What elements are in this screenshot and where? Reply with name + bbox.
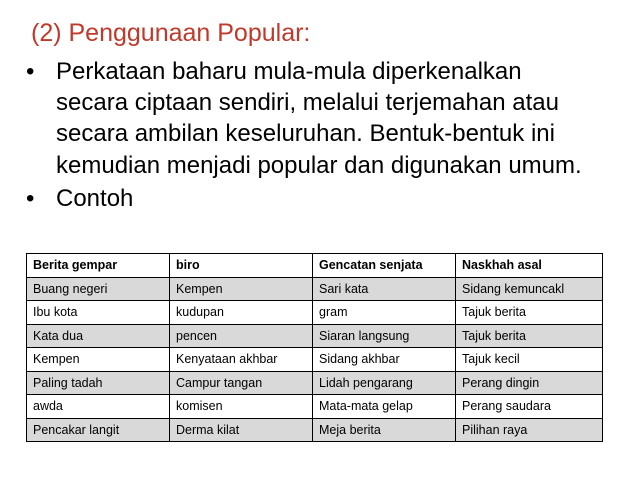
table-cell: Perang dingin — [456, 371, 603, 395]
table-cell: komisen — [170, 395, 313, 419]
table-cell: Pencakar langit — [27, 418, 170, 442]
table-cell: Kempen — [27, 348, 170, 372]
table-cell: Paling tadah — [27, 371, 170, 395]
table-header-row — [27, 254, 603, 278]
table-header-cell: Berita gempar — [27, 254, 170, 278]
table-cell: awda — [27, 395, 170, 419]
table-row — [27, 418, 603, 442]
table-cell: Buang negeri — [27, 277, 170, 301]
slide-heading: (2) Penggunaan Popular: — [31, 19, 311, 47]
table-cell: Pilihan raya — [456, 418, 603, 442]
bullet-marker: • — [26, 184, 35, 212]
table-cell: gram — [313, 301, 456, 325]
example-words-table — [26, 253, 603, 442]
table-cell: Tajuk kecil — [456, 348, 603, 372]
bullet-item-description — [23, 56, 613, 181]
table-row — [27, 324, 603, 348]
table-cell: Campur tangan — [170, 371, 313, 395]
bullet-list — [23, 56, 613, 214]
table-header-cell: biro — [170, 254, 313, 278]
table-row — [27, 301, 603, 325]
table-cell: Meja berita — [313, 418, 456, 442]
table-cell: pencen — [170, 324, 313, 348]
bullet-text: Contoh — [56, 184, 134, 212]
table-row — [27, 395, 603, 419]
table-header-cell: Naskhah asal — [456, 254, 603, 278]
table-cell: Sidang kemuncakl — [456, 277, 603, 301]
table-cell: Kenyataan akhbar — [170, 348, 313, 372]
table-cell: Tajuk berita — [456, 301, 603, 325]
table-cell: Perang saudara — [456, 395, 603, 419]
table-cell: Sari kata — [313, 277, 456, 301]
bullet-marker: • — [26, 58, 35, 85]
table-cell: Mata-mata gelap — [313, 395, 456, 419]
bullet-item-contoh — [23, 183, 613, 214]
table-cell: Kempen — [170, 277, 313, 301]
table-cell: Lidah pengarang — [313, 371, 456, 395]
table-cell: kudupan — [170, 301, 313, 325]
table-row — [27, 371, 603, 395]
table-header-cell: Gencatan senjata — [313, 254, 456, 278]
table-cell: Siaran langsung — [313, 324, 456, 348]
table-cell: Ibu kota — [27, 301, 170, 325]
table-row — [27, 348, 603, 372]
table-cell: Tajuk berita — [456, 324, 603, 348]
table-row — [27, 277, 603, 301]
table-cell: Derma kilat — [170, 418, 313, 442]
table-cell: Kata dua — [27, 324, 170, 348]
bullet-text: Perkataan baharu mula-mula diperkenalkan secara ciptaan sendiri, melalui terjemahan atau secara ambilan keseluruhan. Bentuk-bentuk ini kemudian menjadi popular dan digunakan umum. — [56, 58, 582, 179]
table-cell: Sidang akhbar — [313, 348, 456, 372]
